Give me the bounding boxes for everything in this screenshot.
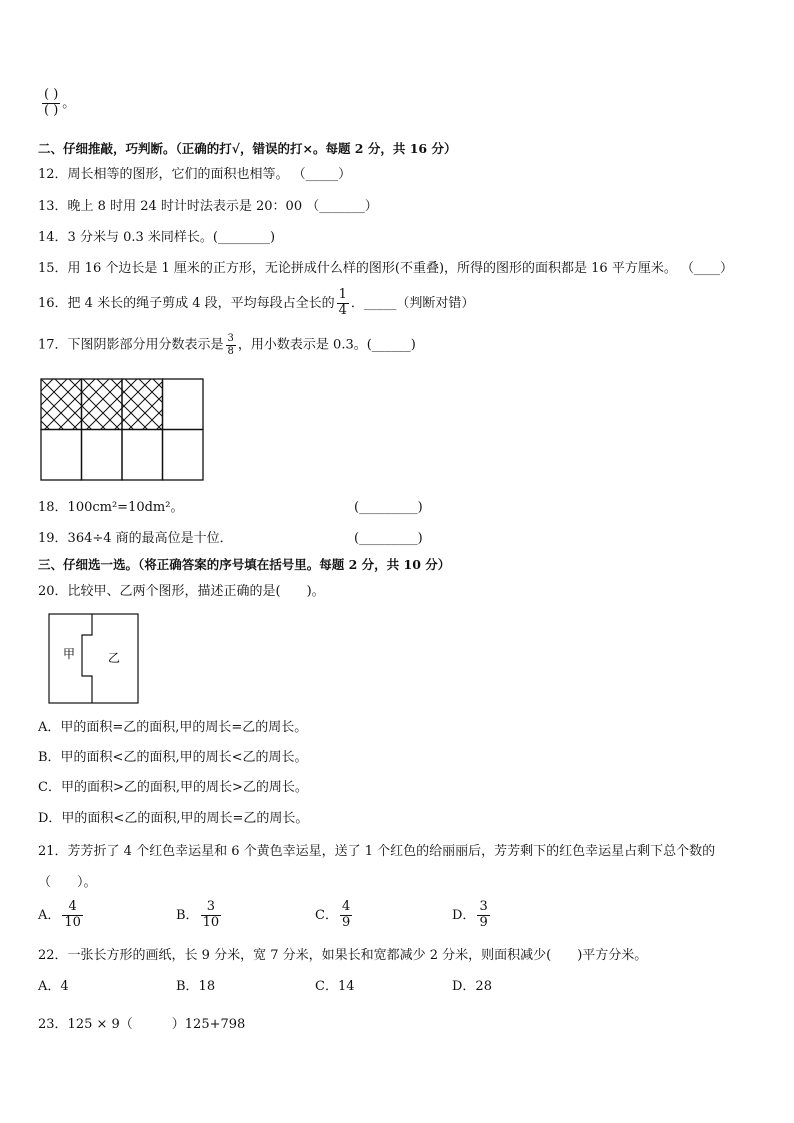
question-16-fraction bbox=[337, 288, 349, 319]
fraction-denominator: 4 bbox=[338, 302, 347, 318]
question-17-text: 17．下图阴影部分用分数表示是 bbox=[38, 337, 224, 353]
question-17-fraction bbox=[226, 333, 236, 357]
fraction-numerator: 3 bbox=[227, 333, 234, 344]
fraction-tail: 。 bbox=[62, 95, 76, 111]
q20-option-a: A．甲的面积=乙的面积,甲的周长=乙的周长。 bbox=[38, 720, 308, 735]
question-15: 15．用 16 个边长是 1 厘米的正方形，无论拼成什么样的图形(不重叠)，所得的图形的面积都是 16 平方厘米。 （____） bbox=[38, 261, 733, 276]
grid-cell bbox=[163, 430, 204, 481]
grid-cell bbox=[122, 430, 163, 481]
fraction-numerator: 3 bbox=[479, 899, 488, 914]
question-17 bbox=[38, 333, 416, 357]
question-19: 19．364÷4 商的最高位是十位． bbox=[38, 531, 233, 546]
question-18: 18．100cm²=10dm²。 bbox=[38, 500, 184, 515]
q22-option-a: A．4 bbox=[38, 979, 69, 994]
section-2-title: 二、仔细推敲，巧判断。（正确的打√，错误的打×。每题 2 分，共 16 分） bbox=[38, 141, 457, 156]
q22-option-d: D．28 bbox=[452, 979, 492, 994]
fraction-denominator: 10 bbox=[64, 914, 81, 930]
section-3-title: 三、仔细选一选。（将正确答案的序号填在括号里。每题 2 分，共 10 分） bbox=[38, 557, 451, 572]
option-label: B． bbox=[176, 907, 199, 923]
shaded-grid-figure bbox=[40, 378, 206, 482]
question-21: 21．芳芳折了 4 个红色幸运星和 6 个黄色幸运星，送了 1 个红色的给丽丽后，芳芳剩下的红色幸运星占剩下总个数的 bbox=[38, 844, 716, 859]
question-16 bbox=[38, 288, 474, 319]
fraction-numerator: 3 bbox=[201, 900, 222, 916]
q20-option-c: C．甲的面积>乙的面积,甲的周长>乙的周长。 bbox=[38, 780, 308, 795]
question-12: 12．周长相等的图形，它们的面积也相等。 （_____） bbox=[38, 167, 352, 182]
grid-cell bbox=[163, 379, 204, 430]
question-23: 23．125 × 9（ ）125+798 bbox=[38, 1017, 246, 1032]
jia-yi-figure bbox=[48, 613, 140, 705]
fraction bbox=[42, 88, 60, 119]
option-label: A． bbox=[38, 907, 61, 923]
question-13: 13．晚上 8 时用 24 时计时法表示是 20：00 （_______） bbox=[38, 199, 378, 214]
fraction-denominator: 8 bbox=[227, 345, 234, 357]
grid-cell bbox=[82, 430, 123, 481]
grid-cell-shaded bbox=[122, 379, 163, 430]
fraction-numerator: 4 bbox=[341, 899, 351, 914]
q20-option-d: D．甲的面积<乙的面积,甲的周长=乙的周长。 bbox=[38, 811, 309, 826]
fraction-numerator: 1 bbox=[338, 287, 347, 302]
option-label: D． bbox=[452, 907, 476, 923]
question-16-text: 16．把 4 米长的绳子剪成 4 段，平均每段占全长的 bbox=[38, 295, 335, 311]
grid-cell-shaded bbox=[82, 379, 123, 430]
fraction-denominator: 9 bbox=[341, 914, 351, 930]
dividing-line bbox=[82, 614, 92, 703]
question-16-tail: ．_____（判断对错） bbox=[350, 295, 475, 311]
top-fraction bbox=[40, 88, 75, 119]
question-20: 20．比较甲、乙两个图形，描述正确的是( )。 bbox=[38, 584, 325, 599]
option-label: C． bbox=[315, 907, 338, 923]
label-jia: 甲 bbox=[63, 647, 76, 661]
option-fraction bbox=[201, 900, 222, 931]
question-14: 14．3 分米与 0.3 米同样长。(________) bbox=[38, 230, 276, 245]
fraction-numerator: 4 bbox=[62, 900, 83, 916]
question-22: 22．一张长方形的画纸，长 9 分米，宽 7 分米，如果长和宽都减少 2 分米，则面积减少( )平方分米。 bbox=[38, 948, 648, 963]
question-18-blank: (_________) bbox=[354, 500, 423, 515]
option-fraction bbox=[340, 900, 352, 931]
question-21-paren: （ ）。 bbox=[38, 875, 97, 890]
grid-cell-shaded bbox=[41, 379, 82, 430]
q22-option-c: C．14 bbox=[315, 979, 355, 994]
fraction-numerator: ( ) bbox=[44, 87, 59, 102]
fraction-denominator: ( ) bbox=[44, 102, 59, 118]
q21-option-b bbox=[176, 900, 223, 931]
question-19-blank: (_________) bbox=[354, 531, 423, 546]
q21-option-a bbox=[38, 900, 85, 931]
q22-option-b: B．18 bbox=[176, 979, 216, 994]
question-17-tail: ，用小数表示是 0.3。(______) bbox=[237, 337, 416, 353]
grid-cell bbox=[41, 430, 82, 481]
q20-option-b: B．甲的面积<乙的面积,甲的周长<乙的周长。 bbox=[38, 750, 308, 765]
fraction-denominator: 10 bbox=[202, 914, 220, 930]
option-fraction bbox=[477, 900, 489, 931]
fraction-denominator: 9 bbox=[479, 914, 488, 930]
option-fraction bbox=[62, 900, 83, 931]
label-yi: 乙 bbox=[108, 651, 121, 665]
q21-option-d bbox=[452, 900, 492, 931]
q21-option-c bbox=[315, 900, 354, 931]
